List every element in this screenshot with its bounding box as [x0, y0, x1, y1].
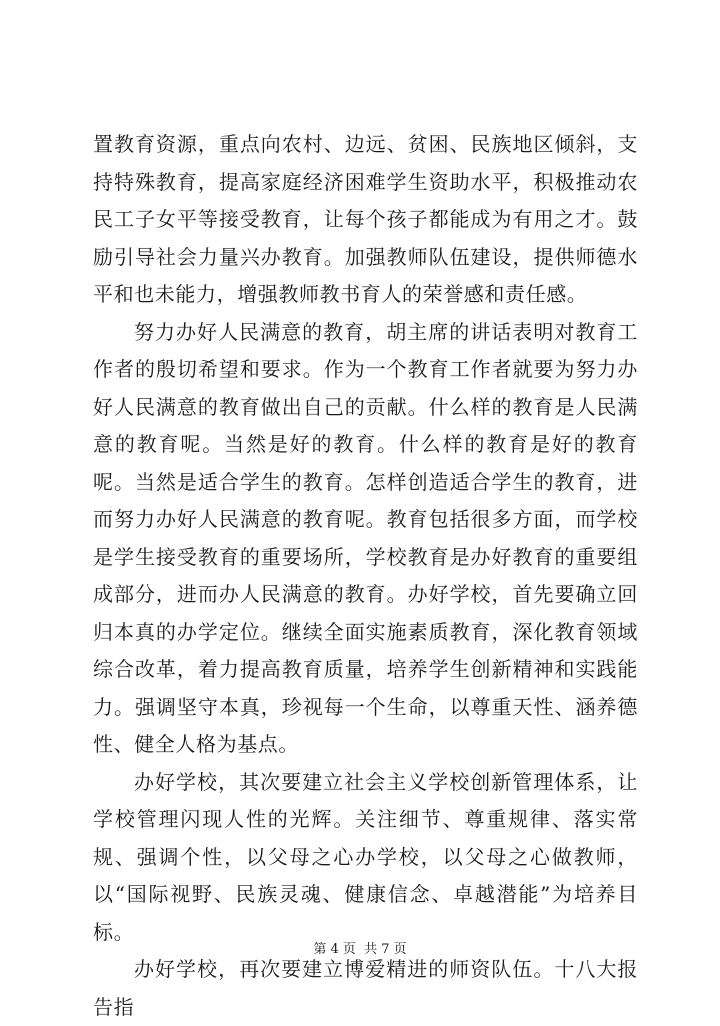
page-total: 共 7 页: [364, 942, 407, 957]
document-body: [93, 126, 638, 1026]
page-number: 第 4 页: [313, 942, 356, 957]
paragraph-3: 办好学校，其次要建立社会主义学校创新管理体系，让学校管理闪现人性的光辉。关注细节、尊重规律、落实常规、强调个性，以父母之心办学校，以父母之心做教师，以“国际视野、民族灵魂、健康信念、卓越潜能”为培养目标。: [93, 769, 638, 944]
paragraph-2: 努力办好人民满意的教育，胡主席的讲话表明对教育工作者的殷切希望和要求。作为一个教育工作者就要为努力办好人民满意的教育做出自己的贡献。什么样的教育是人民满意的教育呢。当然是好的教育。什么样的教育是好的教育呢。当然是适合学生的教育。怎样创造适合学生的教育，进而努力办好人民满意的教育呢。教育包括很多方面，而学校是学生接受教育的重要场所，学校教育是办好教育的重要组成部分，进而办人民满意的教育。办好学校，首先要确立回归本真的办学定位。继续全面实施素质教育，深化教育领域综合改革，着力提高教育质量，培养学生创新精神和实践能力。强调坚守本真，珍视每一个生命，以尊重天性、涵养德性、健全人格为基点。: [93, 319, 638, 756]
page-footer: [0, 938, 720, 957]
paragraph-4: 办好学校，再次要建立博爱精进的师资队伍。十八大报告指: [93, 957, 638, 1019]
paragraph-1: 置教育资源，重点向农村、边远、贫困、民族地区倾斜，支持特殊教育，提高家庭经济困难学生资助水平，积极推动农民工子女平等接受教育，让每个孩子都能成为有用之才。鼓励引导社会力量兴办教育。加强教师队伍建设，提供师德水平和也未能力，增强教师教书育人的荣誉感和责任感。: [93, 132, 638, 306]
